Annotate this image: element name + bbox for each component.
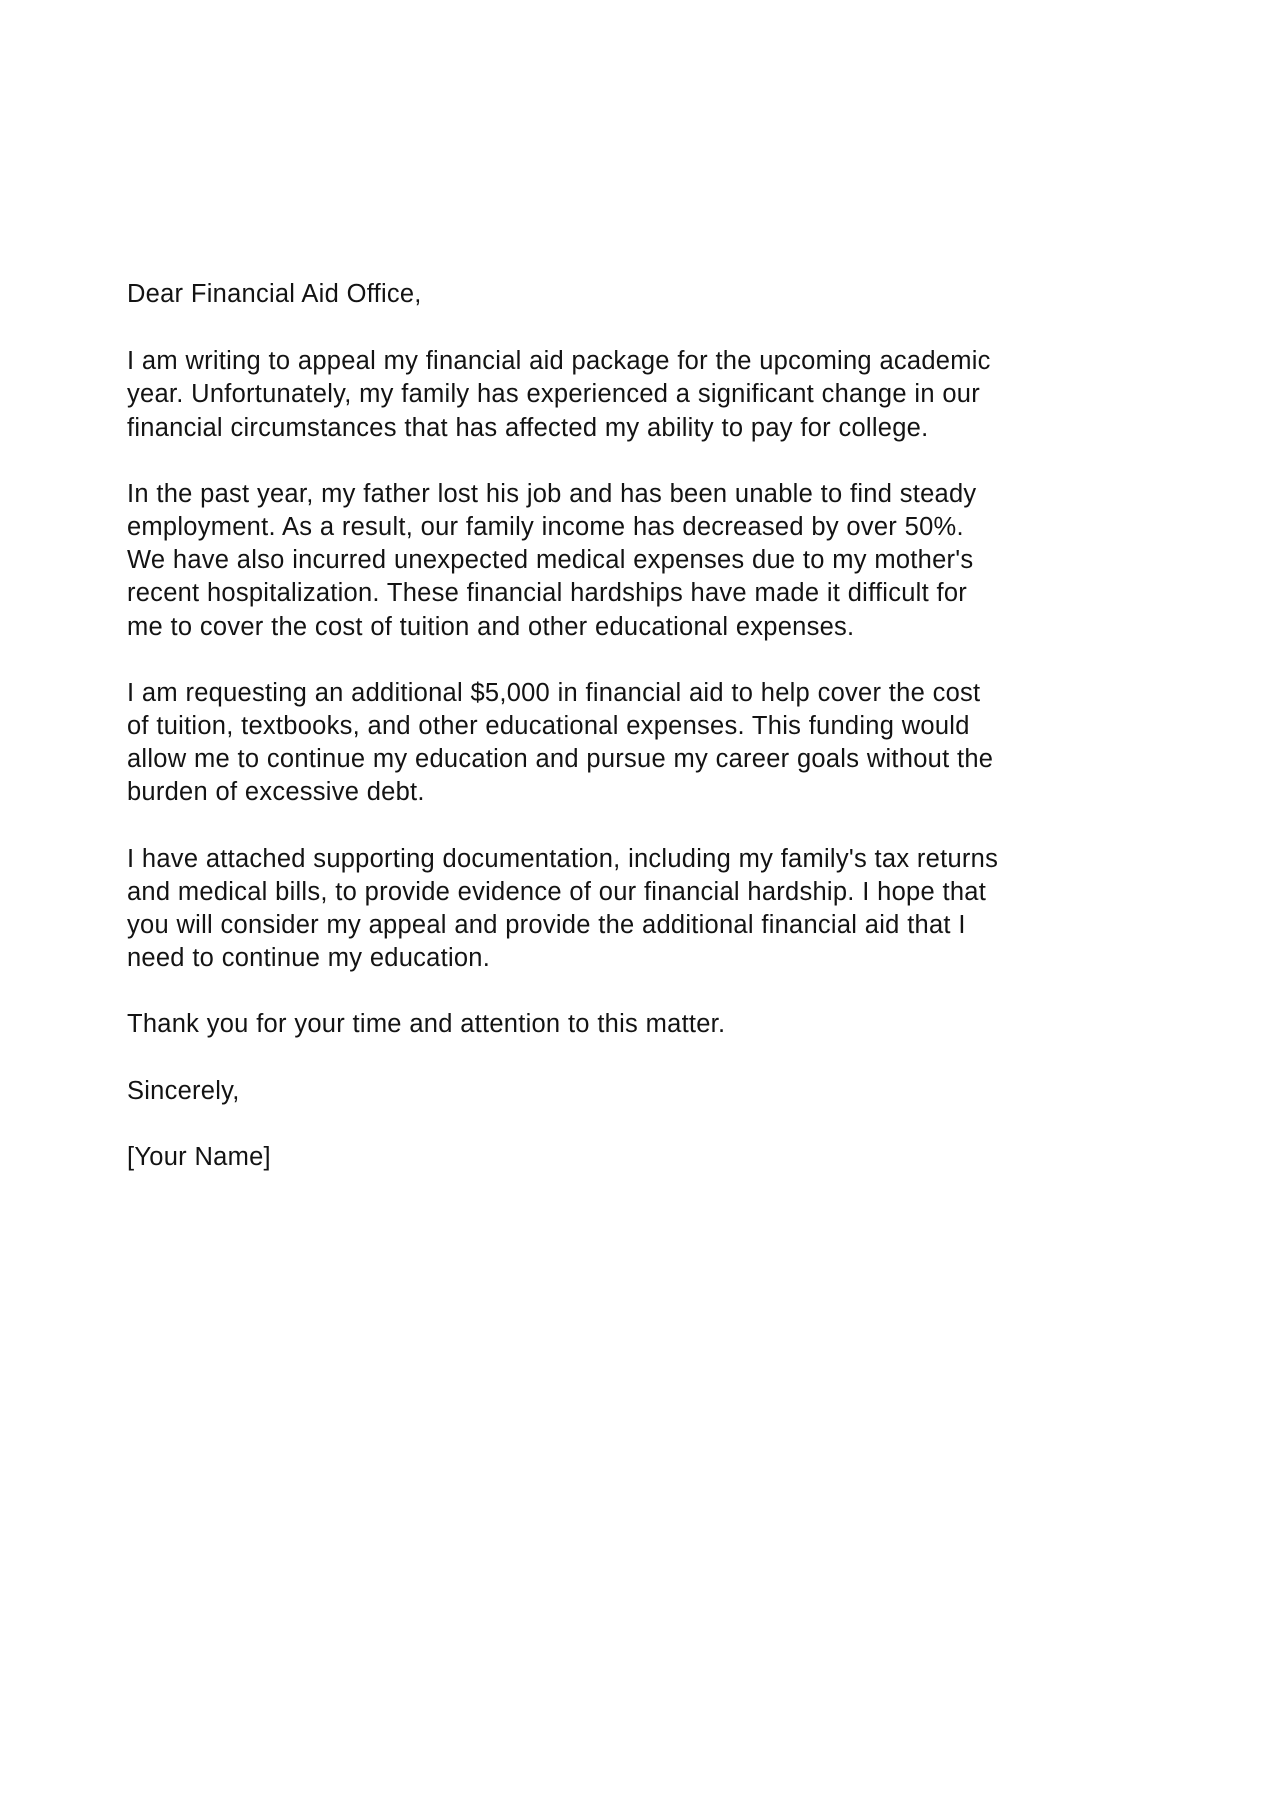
letter-closing: Sincerely,	[127, 1076, 240, 1105]
letter-paragraph-4: I have attached supporting documentation, including my family's tax returns and medical bills, to provide evidence of our financial hardship. I hope that you will consider my appeal and provide the additional financial aid that I need to continue my education.	[127, 844, 1006, 973]
letter-signature-name: [Your Name]	[127, 1142, 271, 1171]
letter-salutation: Dear Financial Aid Office,	[127, 280, 422, 308]
letter-paragraph-3: I am requesting an additional $5,000 in financial aid to help cover the cost of tuition, textbooks, and other educational expenses. This funding would allow me to continue my education and pursue my career goals without the burden of excessive debt.	[127, 678, 1001, 807]
letter-body	[127, 278, 1005, 1174]
letter-paragraph-1: I am writing to appeal my financial aid package for the upcoming academic year. Unfortunately, my family has experienced a significant change in our financial circumstances that has affected my ability to pay for college.	[127, 347, 999, 442]
letter-thank-you-line: Thank you for your time and attention to this matter.	[127, 1010, 726, 1039]
letter-paragraph-2: In the past year, my father lost his job and has been unable to find steady employment. As a result, our family income has decreased by over 50%. We have also incurred unexpected medical expenses due to my mother's recent hospitalization. These financial hardships have made it difficult for me to cover the cost of tuition and other educational expenses.	[127, 479, 985, 641]
